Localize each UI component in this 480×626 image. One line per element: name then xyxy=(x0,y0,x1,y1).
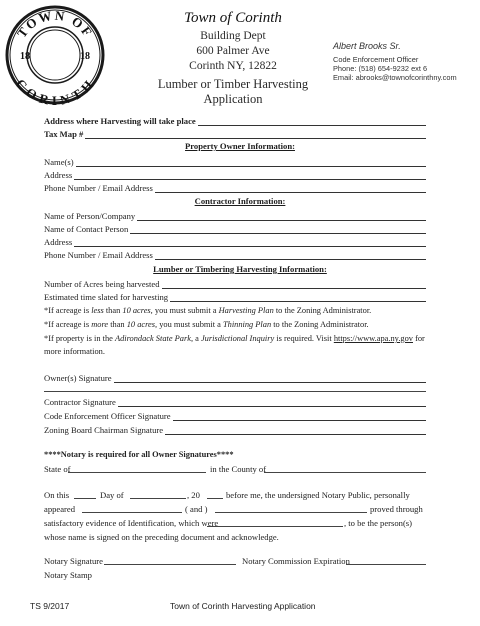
street-address: 600 Palmer Ave xyxy=(196,45,270,57)
contractor-phone-label: Phone Number / Email Address xyxy=(44,250,153,260)
officer-phone: Phone: (518) 654-9232 ext 6 xyxy=(333,64,428,73)
owner-signature-row xyxy=(44,373,426,383)
notary-signature-field[interactable] xyxy=(104,564,236,565)
form-title-line1: Lumber or Timber Harvesting xyxy=(157,77,309,91)
acres-label: Number of Acres being harvested xyxy=(44,279,160,289)
ceo-signature-field[interactable] xyxy=(173,412,426,421)
contractor-section-heading: Contractor Information: xyxy=(194,196,286,206)
blank-signature-line[interactable] xyxy=(44,391,426,392)
state-of-label: State of xyxy=(44,464,71,474)
day-of-label: Day of xyxy=(100,490,124,500)
contractor-signature-row xyxy=(44,397,426,407)
owner-section-heading: Property Owner Information: xyxy=(185,141,295,151)
contractor-person-label: Name of Person/Company xyxy=(44,211,136,221)
whose-name-text: whose name is signed on the preceding document and acknowledge. xyxy=(44,532,279,542)
notary-expiration-label: Notary Commission Expiration xyxy=(242,556,350,566)
note-less-than-10: *If acreage is less than 10 acres, you must submit a Harvesting Plan to the Zoning Administrator. xyxy=(44,306,372,315)
contractor-contact-row xyxy=(44,224,426,234)
city-address: Corinth NY, 12822 xyxy=(189,60,277,72)
year-prefix: , 20 xyxy=(187,490,200,500)
note-adirondack: *If property is in the Adirondack State Park, a Jurisdictional Inquiry is required. Visit https://www.apa.ny.gov for xyxy=(44,334,425,343)
footer-revision: TS 9/2017 xyxy=(30,601,70,611)
proved-through-text: proved through xyxy=(370,504,423,514)
notary-stamp-label: Notary Stamp xyxy=(44,570,92,580)
owner-phone-field[interactable] xyxy=(155,184,426,193)
notary-expiration-field[interactable] xyxy=(346,564,426,565)
state-field[interactable] xyxy=(68,472,206,473)
harvest-time-label: Estimated time slated for harvesting xyxy=(44,292,169,302)
seal-right-number: 18 xyxy=(80,51,90,62)
owner-phone-label: Phone Number / Email Address xyxy=(44,183,153,193)
zoning-signature-row xyxy=(44,425,426,435)
owner-signature-field[interactable] xyxy=(114,374,426,383)
appeared-name-field[interactable] xyxy=(82,512,182,513)
owner-names-label: Name(s) xyxy=(44,157,74,167)
contractor-phone-row xyxy=(44,250,426,260)
county-label: in the County of xyxy=(210,464,267,474)
officer-name: Albert Brooks Sr. xyxy=(333,41,401,51)
officer-email[interactable]: Email: abrooks@townofcorinthny.com xyxy=(333,73,457,82)
owner-signature-label: Owner(s) Signature xyxy=(44,373,112,383)
town-seal xyxy=(4,4,106,106)
seal-left-number: 18 xyxy=(20,51,30,62)
owner-address-row xyxy=(44,170,426,180)
ceo-signature-label: Code Enforcement Officer Signature xyxy=(44,411,171,421)
owner-address-label: Address xyxy=(44,170,73,180)
harvest-address-label: Address where Harvesting will take place xyxy=(44,116,196,126)
footer-title: Town of Corinth Harvesting Application xyxy=(170,601,316,611)
owner-phone-row xyxy=(44,183,426,193)
contractor-address-row xyxy=(44,237,426,247)
notary-signature-label: Notary Signature xyxy=(44,556,103,566)
contractor-contact-field[interactable] xyxy=(130,225,426,234)
contractor-person-row xyxy=(44,211,426,221)
identification-field[interactable] xyxy=(207,526,343,527)
contractor-address-label: Address xyxy=(44,237,73,247)
harvest-time-row xyxy=(44,292,426,302)
owner-names-row xyxy=(44,157,426,167)
contractor-phone-field[interactable] xyxy=(155,251,426,260)
owner-names-field[interactable] xyxy=(76,158,426,167)
ceo-signature-row xyxy=(44,411,426,421)
note-more-than-10: *If acreage is more than 10 acres, you must submit a Thinning Plan to the Zoning Administrator. xyxy=(44,320,369,329)
lumber-section-heading: Lumber or Timbering Harvesting Information: xyxy=(153,264,327,274)
town-name: Town of Corinth xyxy=(184,10,282,26)
month-field[interactable] xyxy=(130,498,186,499)
appeared-name2-field[interactable] xyxy=(215,512,367,513)
notary-required-note: ****Notary is required for all Owner Signatures**** xyxy=(44,450,234,459)
year-field[interactable] xyxy=(207,498,223,499)
svg-text:TOWN OF xyxy=(14,8,96,41)
officer-role: Code Enforcement Officer xyxy=(333,55,419,64)
harvest-address-field[interactable] xyxy=(198,117,426,126)
tax-map-row xyxy=(44,129,426,139)
acres-field[interactable] xyxy=(162,280,427,289)
contractor-signature-field[interactable] xyxy=(118,398,426,407)
seal-bottom-text: CORINTH xyxy=(13,75,97,106)
owner-address-field[interactable] xyxy=(74,171,426,180)
tax-map-field[interactable] xyxy=(85,130,426,139)
on-this-label: On this xyxy=(44,490,70,500)
zoning-signature-label: Zoning Board Chairman Signature xyxy=(44,425,164,435)
acres-row xyxy=(44,279,426,289)
dept-name: Building Dept xyxy=(200,30,266,42)
form-title-line2: Application xyxy=(203,92,263,106)
contractor-person-field[interactable] xyxy=(137,212,426,221)
note-more-info: more information. xyxy=(44,347,105,356)
county-field[interactable] xyxy=(264,472,426,473)
harvest-address-row xyxy=(44,116,426,126)
harvest-time-field[interactable] xyxy=(170,293,426,302)
contractor-address-field[interactable] xyxy=(74,238,426,247)
seal-top-text: TOWN OF xyxy=(13,7,97,41)
tax-map-label: Tax Map # xyxy=(44,129,84,139)
day-number-field[interactable] xyxy=(74,498,96,499)
to-be-text: , to be the person(s) xyxy=(344,518,413,528)
contractor-signature-label: Contractor Signature xyxy=(44,397,116,407)
contractor-contact-label: Name of Contact Person xyxy=(44,224,129,234)
and-label: ( and ) xyxy=(185,504,208,514)
before-me-text: before me, the undersigned Notary Public, personally xyxy=(226,490,410,500)
appeared-label: appeared xyxy=(44,504,76,514)
satisfactory-text: satisfactory evidence of Identification, which were xyxy=(44,518,219,528)
apa-link[interactable]: https://www.apa.ny.gov xyxy=(333,334,413,343)
zoning-signature-field[interactable] xyxy=(165,426,426,435)
